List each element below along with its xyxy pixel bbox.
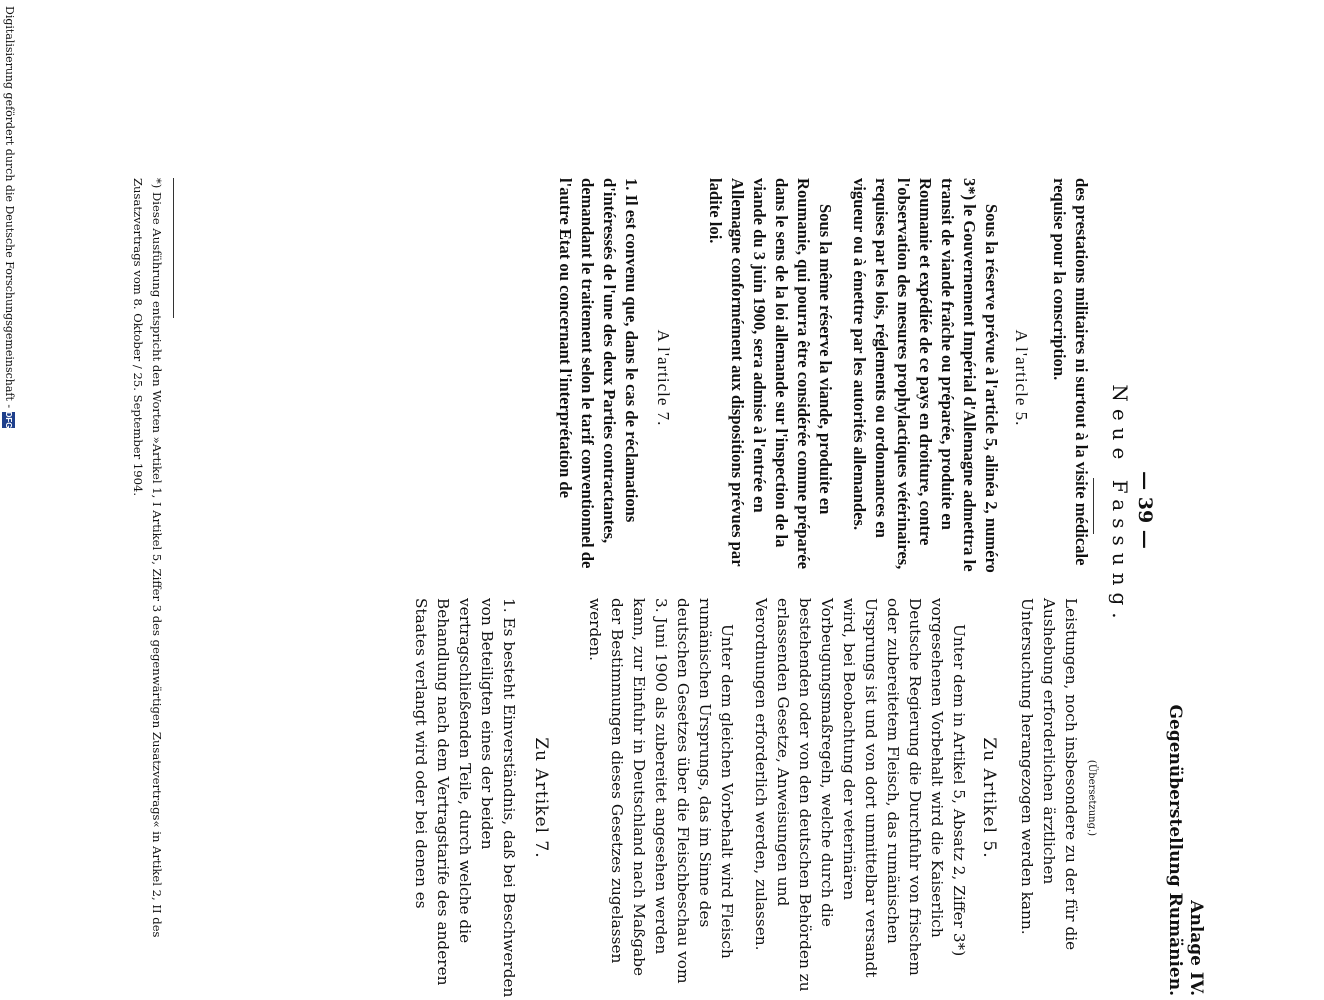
french-column xyxy=(554,178,1092,578)
french-article-5-heading: A l'article 5. xyxy=(1012,329,1031,427)
annex-label: Anlage IV. xyxy=(1186,900,1206,996)
german-article-7-paragraph-1: 1. Es besteht Einverständnis, daß bei Beschwerden von Beteiligten eines der beiden vertragschließenden Teile, durch welche die Behandlung nach dem Vertragstarife des anderen Staates verlangt wird oder bei denen es xyxy=(412,598,518,998)
annex-title xyxy=(1164,636,1206,996)
footnote-rule xyxy=(173,178,174,318)
german-article-5-paragraph-2: Unter dem gleichen Vorbehalt wird Fleisch rumänischen Ursprungs, das im Sinne des deutschen Gesetzes über die Fleischbeschau vom 3. Juni 1900 als zubereitet angesehen werden kann, zur Einfuhr in Deutschland nach Maßgabe der Bestimmungen dieses Gesetzes zugelassen werden. xyxy=(586,598,736,984)
french-article-7-heading: A l'article 7. xyxy=(654,329,673,427)
french-intro: des prestations militaires ni surtout à la visite médicale requise pour la conscription. xyxy=(1050,178,1091,566)
german-intro: Leistungen, noch insbesondere zu der für die Aushebung erforderlichen ärztlichen Untersuchung herangezogen werden kann. xyxy=(1018,598,1080,951)
digitization-note-text: Digitalisierung gefördert durch die Deutsche Forschungsgemeinschaft - xyxy=(3,6,16,409)
french-article-7-paragraph-1: 1. Il est convenu que, dans le cas de réclamations d'intéressés de l'une des deux Parties contractantes, demandant le traitement selon le tarif conventionnel de l'autre Etat ou concernant l'interprétation de xyxy=(556,178,641,569)
annex-subtitle: Gegenüberstellung Rumänien. xyxy=(1165,704,1185,996)
german-article-7-heading: Zu Artikel 7. xyxy=(531,737,551,859)
dfg-logo: DFG xyxy=(4,411,14,429)
german-article-5-paragraph-1: Unter dem in Artikel 5, Absatz 2, Ziffer 3*) vorgesehenen Vorbehalt wird die Kaiserlich Deutsche Regierung die Durchfuhr von frischem oder zubereitetem Fleisch, das rumänischen Ursprungs ist und von dort unmittelbar versandt wird, bei Beobachtung der veterinären Vorbeugungsmaßregeln, welche durch die bestehenden oder von den deutschen Behörden zu erlassenden Gesetze, Anweisungen und Verordnungen erforderlich werden, zulassen. xyxy=(752,598,968,992)
german-article-5-heading: Zu Artikel 5. xyxy=(979,737,999,859)
french-article-5-paragraph-1: Sous la réserve prévue à l'article 5, alinéa 2, numéro 3*) le Gouvernement Impérial d'Allemagne admettra le transit de viande fraîche ou préparée, produite en Roumanie et expédiée de ce pays en droiture, contre l'observation des mesures prophylactiques vétérinaires, requises par les lois, réglements ou ordonnances en vigueur ou à émettre par les autorités allemandes. xyxy=(850,178,1001,573)
digitization-note xyxy=(3,6,17,996)
section-title: Neue Fassung. xyxy=(1108,384,1132,626)
translation-marker: (Übersetzung.) xyxy=(1086,759,1097,837)
page-number: — 39 — xyxy=(1134,471,1156,549)
footnote: *) Diese Ausführung entspricht den Worten »Artikel 1, I Artikel 5, Ziffer 3 des gegenwärtigen Zusatzvertrags« in Artikel 2, II des Zusatzvertrags vom 8. Oktober / 25. September 1904. xyxy=(131,178,164,938)
german-column xyxy=(410,598,1102,998)
french-article-5-paragraph-2: Sous la même réserve la viande, produite en Roumanie, qui pourra être considérée comme préparée dans le sens de la loi allemande sur l'inspection de la viande du 3 juin 1900, sera admise à l'entrée en Allemagne conformément aux dispositions prévues par ladite loi. xyxy=(706,178,835,569)
section-title-rule xyxy=(1093,478,1094,534)
